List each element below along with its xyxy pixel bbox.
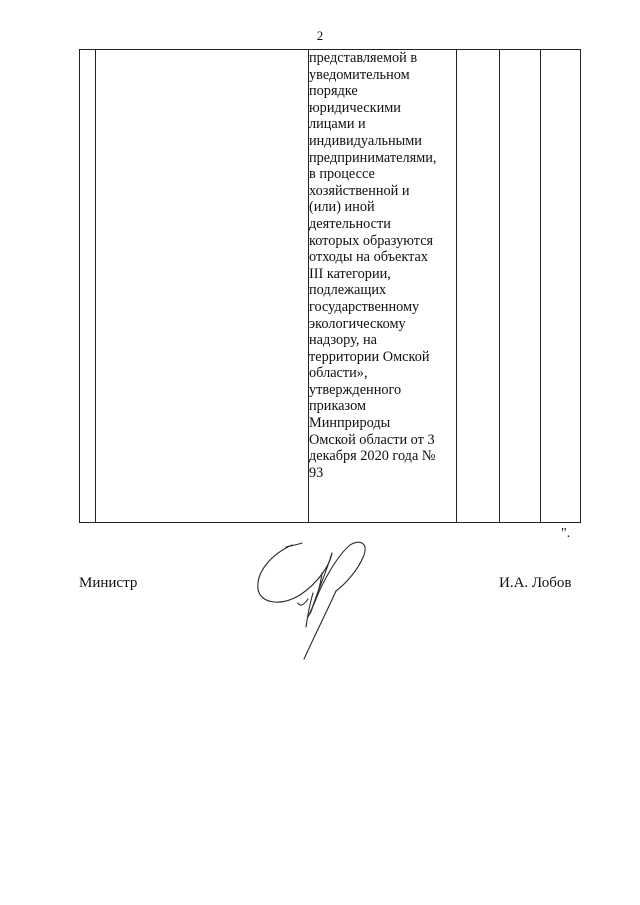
cell-text-line: государственному — [309, 298, 420, 315]
closing-quote: ". — [561, 526, 571, 541]
cell-text-line: порядке — [309, 83, 358, 100]
table-row — [80, 50, 581, 523]
table-cell-name — [96, 50, 309, 523]
cell-text-line: деятельности — [309, 215, 391, 232]
cell-text-line: хозяйственной и — [309, 182, 410, 199]
cell-text-line: представляемой в — [309, 50, 418, 66]
table-cell-empty-1 — [457, 50, 500, 523]
cell-text-line: отходы на объектах — [309, 249, 429, 266]
cell-text-line: предпринимателями, — [309, 149, 437, 166]
cell-text-line: уведомительном — [309, 66, 410, 83]
cell-text-line: (или) иной — [309, 199, 375, 216]
cell-text-line: декабря 2020 года № — [309, 448, 436, 465]
signer-title: Министр — [79, 575, 138, 591]
cell-text-line: индивидуальными — [309, 132, 422, 149]
cell-text-line: территории Омской — [309, 348, 430, 365]
cell-text-line: III категории, — [309, 265, 391, 282]
signature-icon — [250, 533, 380, 668]
cell-text-line: подлежащих — [309, 282, 387, 299]
cell-text-line: области», — [309, 365, 368, 382]
cell-text-line: Омской области от 3 — [309, 431, 435, 448]
cell-text-line: надзору, на — [309, 332, 377, 349]
table-cell-empty-2 — [500, 50, 541, 523]
cell-text-line: юридическими — [309, 99, 401, 116]
cell-text-line: 93 — [309, 464, 324, 481]
document-table — [79, 49, 581, 523]
cell-text-line: Минприроды — [309, 415, 391, 432]
signer-name: И.А. Лобов — [499, 575, 572, 591]
cell-text-line: которых образуются — [309, 232, 434, 249]
cell-text-line: приказом — [309, 398, 367, 415]
cell-text-line: утвержденного — [309, 381, 402, 398]
page-number: 2 — [316, 28, 324, 43]
cell-text-line: экологическому — [309, 315, 406, 332]
table-cell-number — [80, 50, 96, 523]
table-cell-legal-basis — [309, 50, 457, 523]
cell-text-line: лицами и — [309, 116, 366, 133]
cell-text-line: в процессе — [309, 166, 375, 183]
table-cell-empty-3 — [541, 50, 581, 523]
